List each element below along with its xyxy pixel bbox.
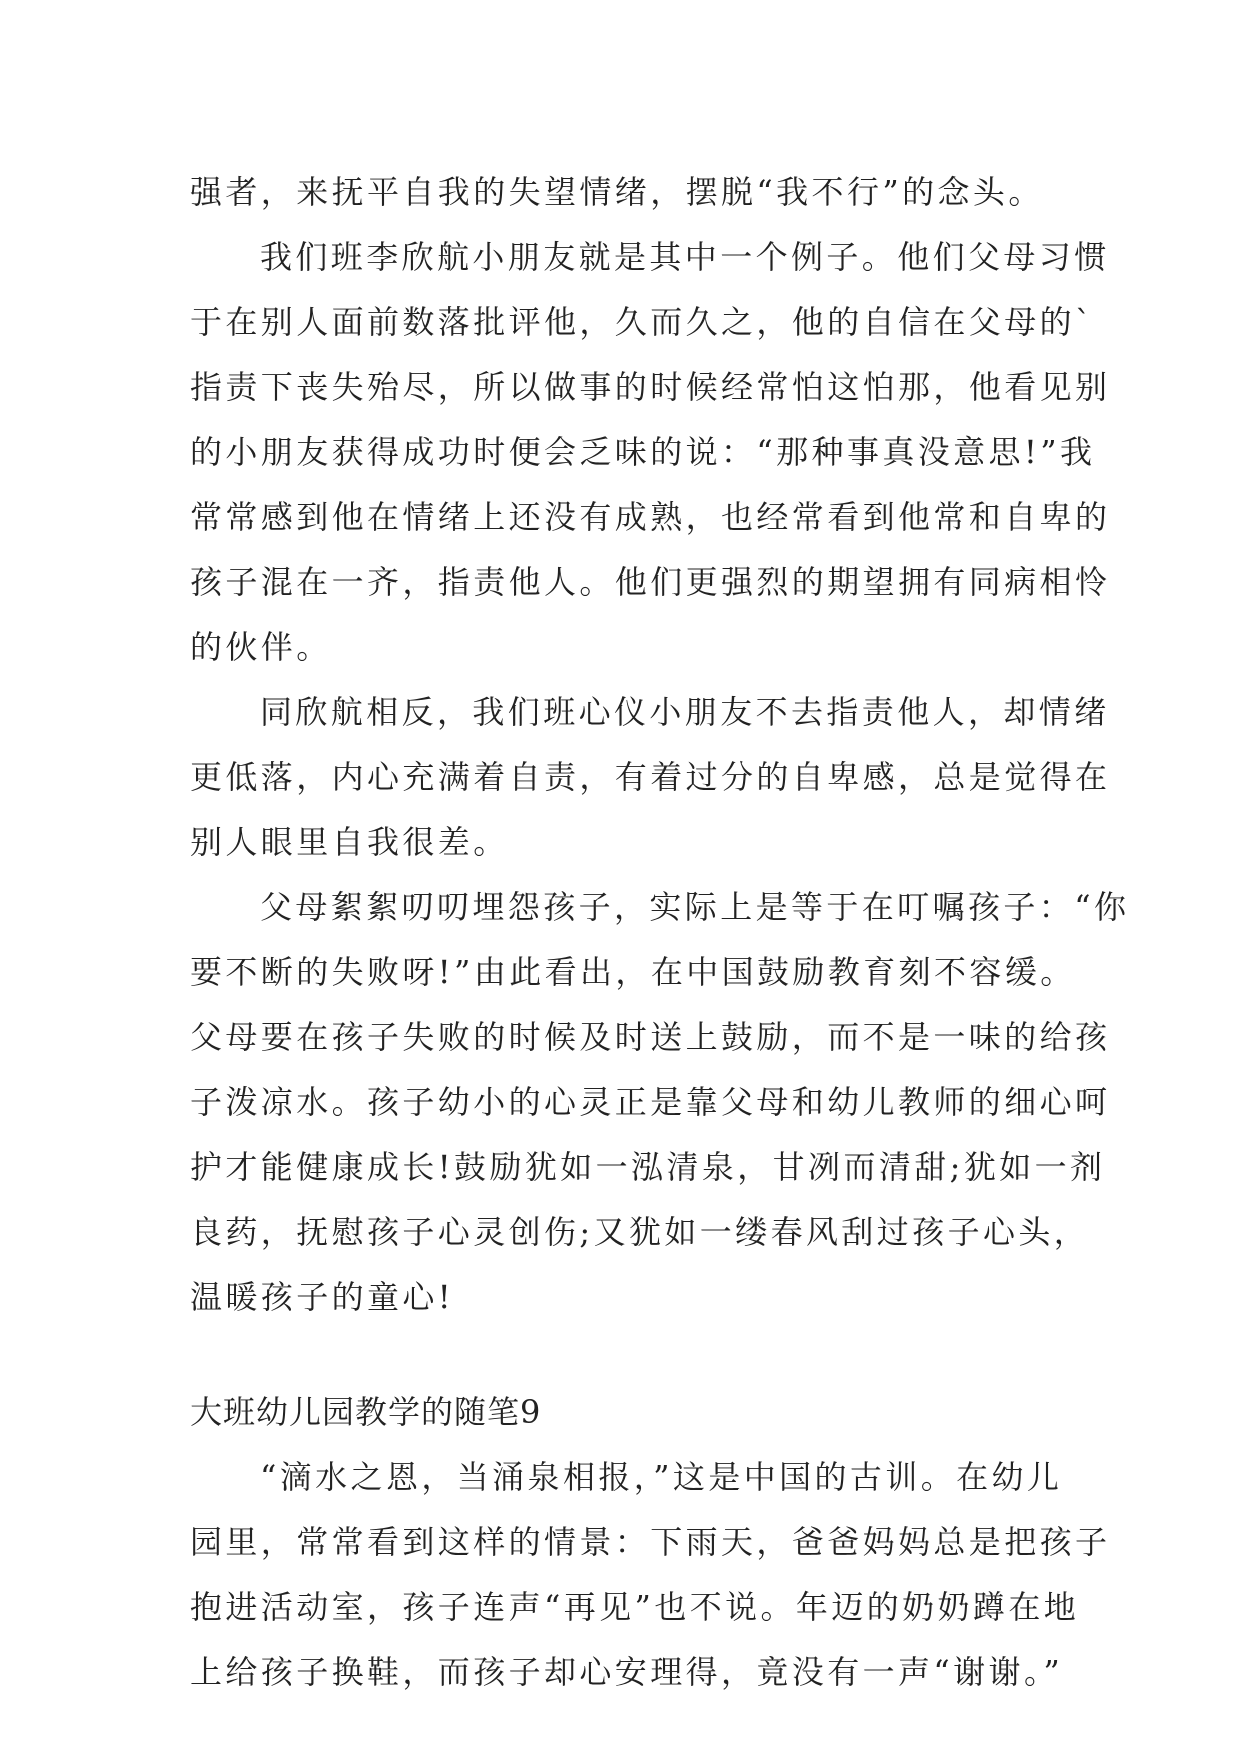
paragraph-start-line: 父母絮絮叨叨埋怨孩子，实际上是等于在叮嘱孩子：“你 bbox=[260, 888, 1130, 926]
section-heading: 大班幼儿园教学的随笔9 bbox=[190, 1393, 542, 1431]
text-line: 的小朋友获得成功时便会乏味的说：“那种事真没意思!”我 bbox=[190, 433, 1096, 471]
text-line: 园里，常常看到这样的情景：下雨天，爸爸妈妈总是把孩子 bbox=[190, 1523, 1111, 1561]
paragraph-start-line: “滴水之恩，当涌泉相报，”这是中国的古训。在幼儿 bbox=[260, 1458, 1063, 1496]
document-body bbox=[190, 160, 1130, 1705]
text-line: 温暖孩子的童心! bbox=[190, 1278, 455, 1316]
text-line: 父母要在孩子失败的时候及时送上鼓励，而不是一味的给孩 bbox=[190, 1018, 1111, 1056]
text-line: 良药，抚慰孩子心灵创伤;又犹如一缕春风刮过孩子心头， bbox=[190, 1213, 1090, 1251]
section-spacer bbox=[190, 1330, 1050, 1380]
paragraph-start-line: 我们班李欣航小朋友就是其中一个例子。他们父母习惯 bbox=[260, 238, 1110, 276]
text-line: 别人眼里自我很差。 bbox=[190, 823, 509, 861]
text-line: 子泼凉水。孩子幼小的心灵正是靠父母和幼儿教师的细心呵 bbox=[190, 1083, 1111, 1121]
text-line: 要不断的失败呀!”由此看出，在中国鼓励教育刻不容缓。 bbox=[190, 953, 1076, 991]
text-line: 强者，来抚平自我的失望情绪，摆脱“我不行”的念头。 bbox=[190, 173, 1044, 211]
text-line: 的伙伴。 bbox=[190, 628, 332, 666]
text-line: 常常感到他在情绪上还没有成熟，也经常看到他常和自卑的 bbox=[190, 498, 1111, 536]
text-line: 更低落，内心充满着自责，有着过分的自卑感，总是觉得在 bbox=[190, 758, 1111, 796]
text-line: 于在别人面前数落批评他，久而久之，他的自信在父母的` bbox=[190, 303, 1095, 341]
text-line: 指责下丧失殆尽，所以做事的时候经常怕这怕那，他看见别 bbox=[190, 368, 1111, 406]
paragraph-start-line: 同欣航相反，我们班心仪小朋友不去指责他人，却情绪 bbox=[260, 693, 1110, 731]
text-line: 孩子混在一齐，指责他人。他们更强烈的期望拥有同病相怜 bbox=[190, 563, 1111, 601]
text-line: 护才能健康成长!鼓励犹如一泓清泉，甘冽而清甜;犹如一剂 bbox=[190, 1148, 1106, 1186]
text-line: 抱进活动室，孩子连声“再见”也不说。年迈的奶奶蹲在地 bbox=[190, 1588, 1080, 1626]
text-line: 上给孩子换鞋，而孩子却心安理得，竟没有一声“谢谢。” bbox=[190, 1653, 1064, 1691]
